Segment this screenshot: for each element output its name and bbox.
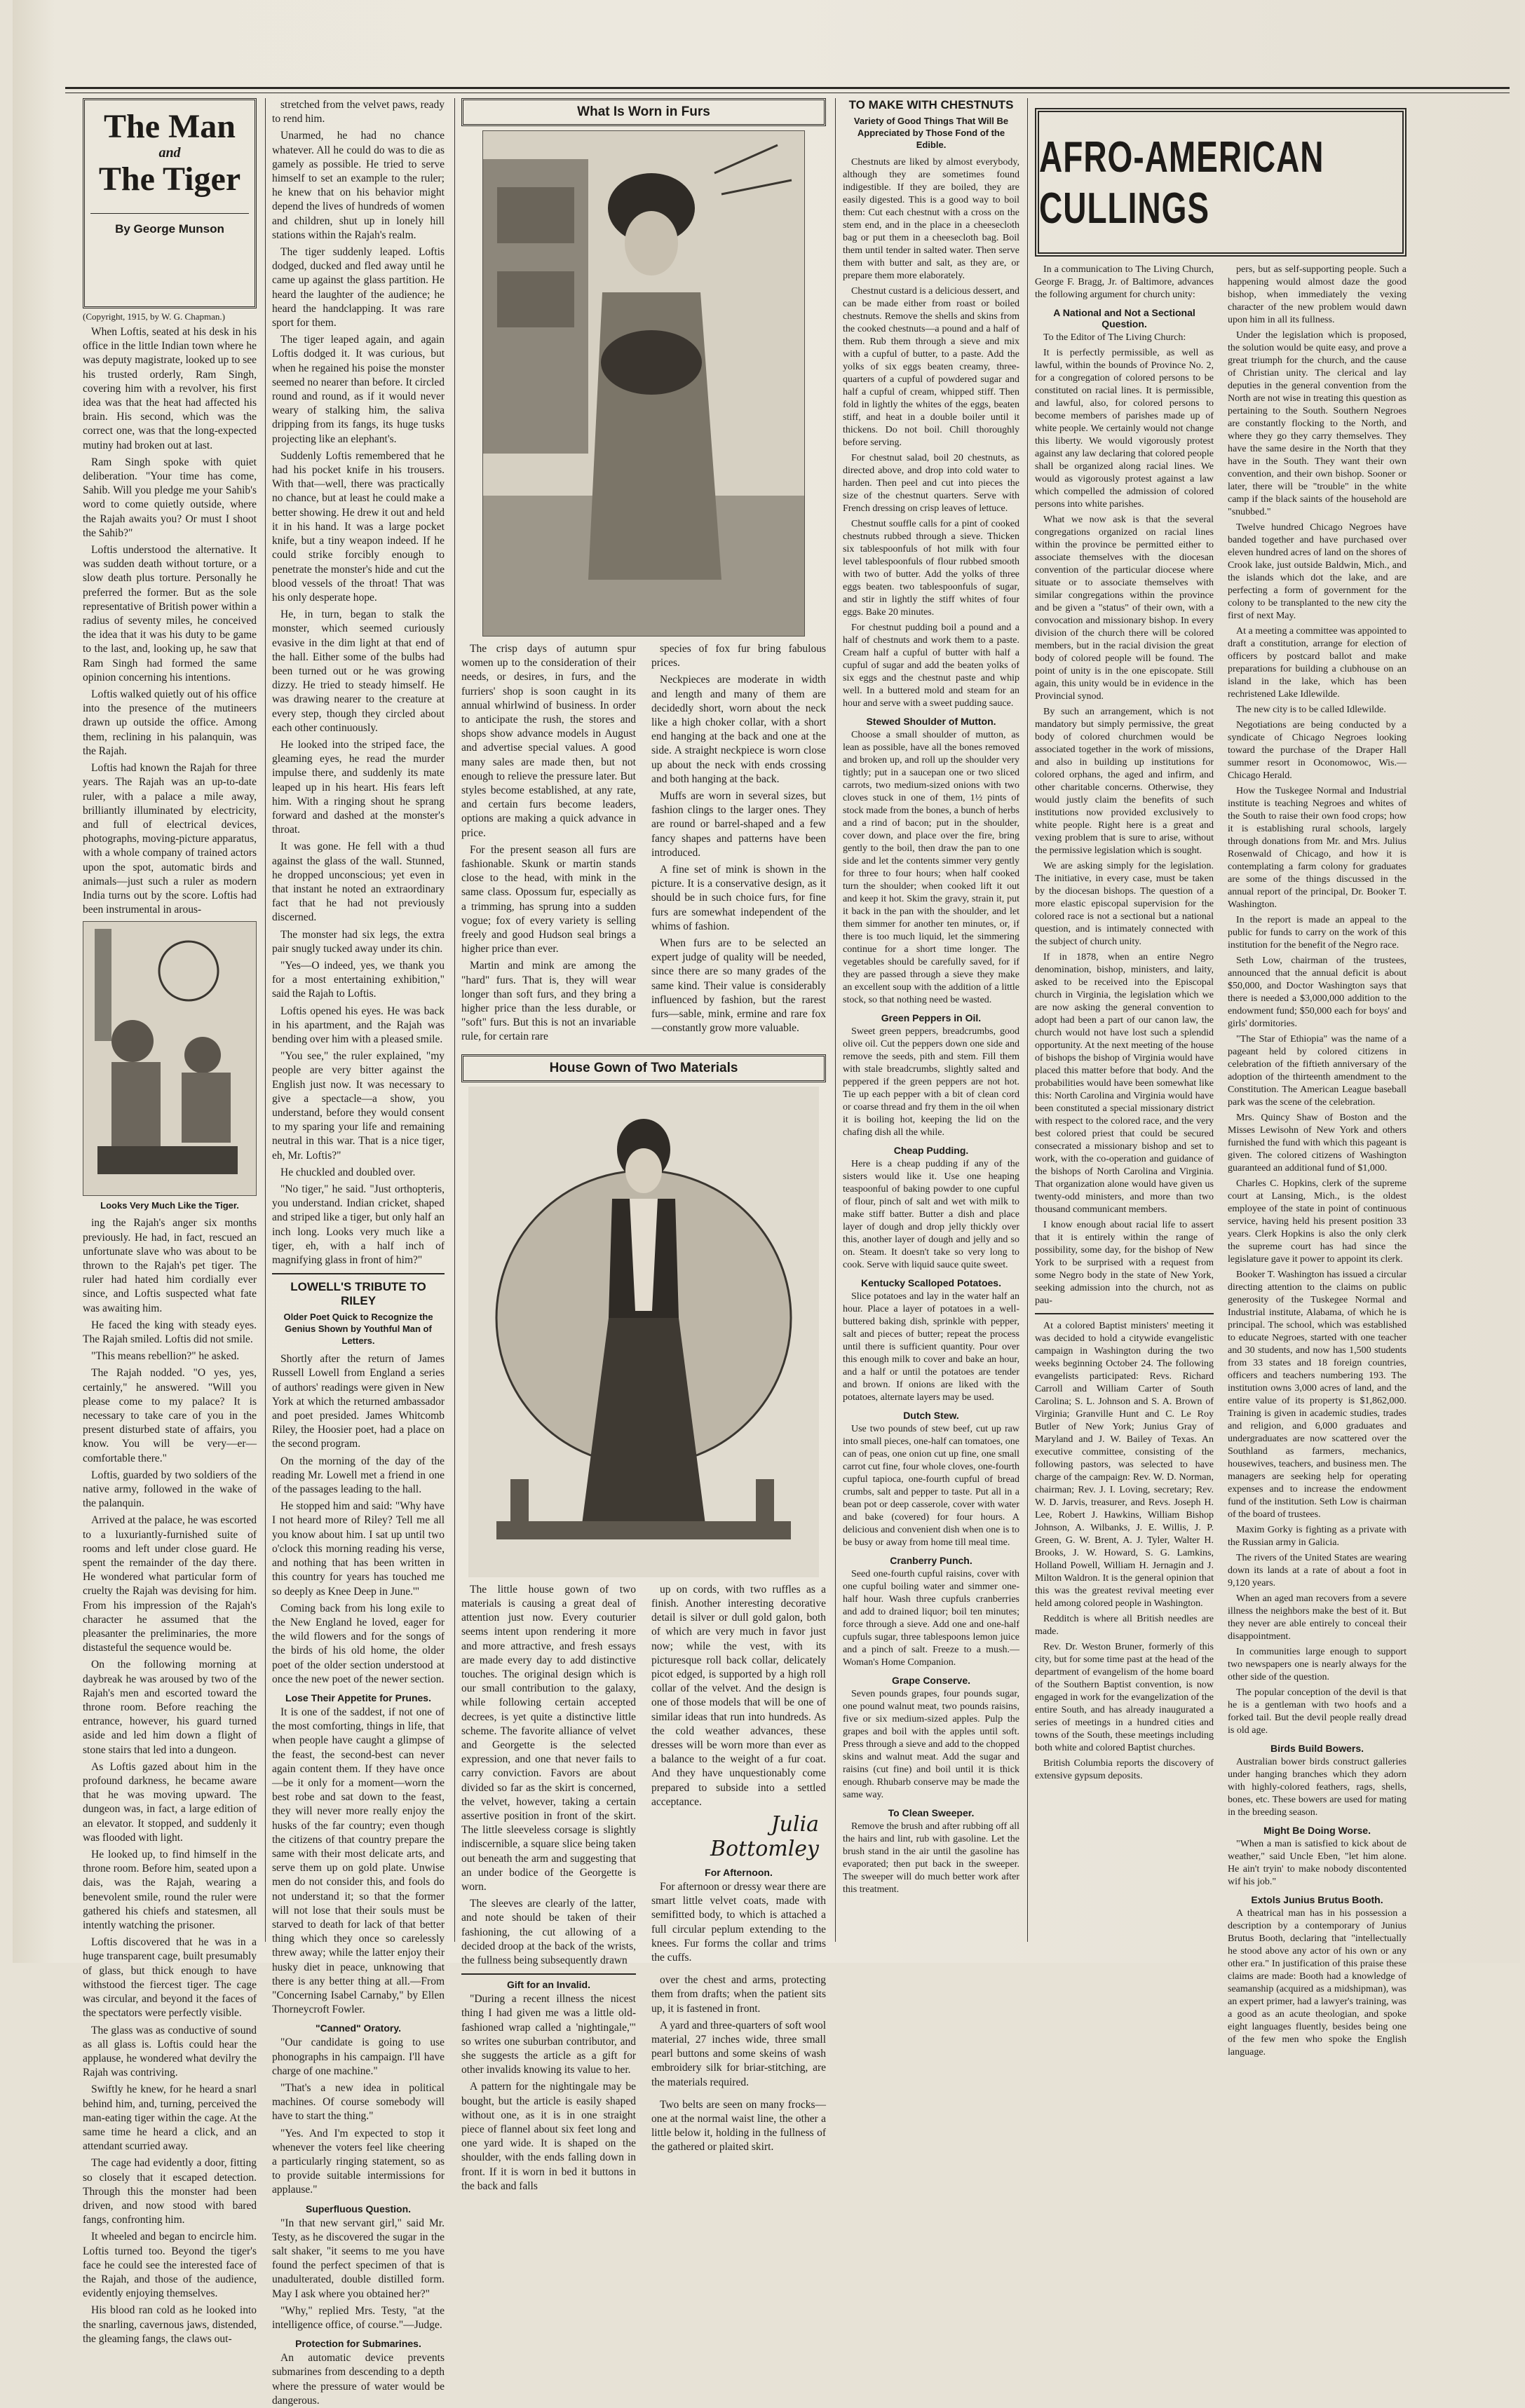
article-paragraph: Under the legislation which is proposed, the solution would be quite easy, and prove a great triumph for the church, and the cause of Christian unity. The clerical and lay deputies in the general convention from the North are not wise in treating this question as pertaining to the South. Southern Negroes are constantly flocking to the North, and where they go they carry themselves. They have the same desire in the North that they have in the South. They want their own convention, and their own bishop. Sooner or later, there will be "trouble" in the white camp if the black saints of the household are "snubbed.": [1228, 330, 1407, 517]
story-paragraph: He faced the king with steady eyes. The Rajah smiled. Loftis did not smile.: [83, 1319, 257, 1345]
article-paragraph: "Yes. And I'm expected to stop it whenever the voters feel like cheering a particularly ringing statement, so as to provide suitable intermissions for applause.": [272, 2127, 445, 2196]
story-paragraph: His blood ran cold as he looked into the snarling, cavernous jaws, distended, the gleaming fangs, the claws out-: [83, 2304, 257, 2345]
story-paragraph: The tiger leaped again, and again Loftis dodged it. It was curious, but when he regained his poise the monster seemed no nearer than before. It circled round and round, as if it would never weary of stalking him, the saliva dripping from its fangs, its huge tusks projecting like an elephant's.: [272, 334, 445, 445]
tiger-story-illustration: [83, 921, 257, 1196]
furs-text-right: [651, 642, 826, 1047]
story-paragraph: "No tiger," he said. "Just orthopteris, you understand. Indian cricket, shaped and striped like a tiger, but only half an inch long. Looks very much like a tiger, eh, with a half inch of magnifying glass in front of him?": [272, 1183, 445, 1267]
doing-worse-headline: Might Be Doing Worse.: [1263, 1825, 1371, 1836]
article-paragraph: "In that new servant girl," said Mr. Testy, as he discovered the sugar in the salt shaker, "it seems to me you have found the perfect specimen of that is unadulterated, double distilled form. May I ask where you obtained her?": [272, 2217, 445, 2300]
article-paragraph: The rivers of the United States are wearing down its lands at a rate of about a foot in 9,120 years.: [1228, 1553, 1407, 1589]
cullings-left: [1035, 264, 1214, 2062]
article-paragraph: Australian bower birds construct galleries under hanging branches which they adorn with highly-colored feathers, rags, shells, bones, etc. These bowers are used for mating in the breeding season.: [1228, 1757, 1407, 1818]
article-paragraph: up on cords, with two ruffles as a finish. Another interesting decorative detail is silver or dull gold galon, both of which are very much in favor just now; while the vest, with its picturesque roll back collar, delicately picot edged, is supported by a high roll collar of the velvet. And the design is one of those models that will be one of similar ideas that run into hundreds. As the cold weather advances, these dresses will be worn more than ever as a balance to the weight of a fur coat. And they have unquestionably come prepared to subside into a settled acceptance.: [651, 1583, 826, 1808]
fashion-column: [461, 98, 826, 2192]
article-paragraph: "That's a new idea in political machines. Of course somebody will have to start the thing.": [272, 2082, 445, 2123]
article-paragraph: The popular conception of the devil is that he is a gentleman with two hoofs and a forked tail. But the devil people really dread is old age.: [1228, 1687, 1407, 1736]
article-paragraph: By such an arrangement, which is not mandatory but simply permissive, the great body of colored churchmen would be associated together in the work of missions, and also in building up institutions for colored orphans, the aged and infirm, and other charitable concerns. Otherwise, they would justly claim the benefits of such institutions now provided exclusively to white people. Right here is a great and vexing problem that is sure to arise, without the permissive legislation which is sought.: [1035, 707, 1214, 856]
mutton-headline: Stewed Shoulder of Mutton.: [866, 716, 996, 727]
article-paragraph: An automatic device prevents submarines from descending to a depth where the pressure of water would be dangerous.: [272, 2352, 445, 2407]
recipe-paragraph: Here is a cheap pudding if any of the sisters would like it. Use one heaping teaspoonful of baking powder to one cupful of flour, pinch of salt and wet with milk to make stiff batter. Butter a dish and place layer of dough and drop jelly thickly over this, another layer of dough and jelly and so on. Steam. It doesn't take so very long to cook. Serve with liquid sauce quite sweet.: [843, 1159, 1019, 1270]
column-divider: [1027, 98, 1028, 1942]
furs-title: What Is Worn in Furs: [461, 98, 826, 126]
recipe-paragraph: Chestnut custard is a delicious dessert, and can be made either from roast or boiled chestnuts. Remove the shells and skins from the cooked chestnuts—a pound and a half of them. Rub them through a sieve and mix with a cupful of butter, to a paste. Add the yolks of six eggs beaten creamy, three-quarters of a cupful of powdered sugar and half a cupful of cream, whipped stiff. Then fold in lightly the whites of the eggs, beaten stiff, and heat in a double boiler until it thickens. Do not boil. Chill thoroughly before serving.: [843, 286, 1019, 448]
story-paragraph: Loftis walked quietly out of his office into the presence of the mutineers drawn up outside the office. Among them, reclining in his palanquin, was the Rajah.: [83, 688, 257, 757]
gown-text-left: [461, 1583, 636, 2196]
story-paragraph: Swiftly he knew, for he heard a snarl behind him, and, turning, perceived the man-eating tiger within the cage. At the same time he heard a click, and an attendant scurried away.: [83, 2083, 257, 2153]
article-paragraph: The little house gown of two materials is causing a great deal of attention just now. Every couturier seems intent upon rendering it more and more attractive, and fresh essays are made every day to add distinctive touches. The original design which is our small contribution to the galaxy, while following certain accepted decrees, is yet quite a distinctive little scheme. The favorite alliance of velvet and Georgette is the selected expression, and one that never fails to carry conviction. Favors are about divided so far as the skirt is concerned, the velvet, however, taking a certain assertive position in front of the skirt. The little sleeveless corsage is slightly indiscernible, a square slice being taken out beneath the arm and suggesting that an under bodice of the Georgette is worn.: [461, 1583, 636, 1893]
article-paragraph: Redditch is where all British needles are made.: [1035, 1614, 1214, 1637]
sweeper-headline: To Clean Sweeper.: [888, 1807, 975, 1818]
afternoon-headline: For Afternoon.: [705, 1866, 773, 1878]
story-paragraph: The glass was as conductive of sound as all glass is. Loftis could hear the applause, he wondered what devilry the Rajah was contriving.: [83, 2024, 257, 2079]
column-divider: [454, 98, 455, 1942]
article-paragraph: What we now ask is that the several congregations organized on racial lines within the province be permitted either to associate themselves with the diocesan convention of the particular diocese where situate or to associate themselves with similar congregations within the province and be given a "status" of their own, with a convocation and missionary bishop. In every division of the church there will be colored members, but in the racial division the great body of colored people will be found. The point of unity is in the one episcopate. Still again, this unity would be in evidence in the Provincial synod.: [1035, 515, 1214, 702]
recipe-paragraph: For chestnut pudding boil a pound and a half of chestnuts and work them to a paste. Cream half a cupful of butter with half a cupful of sugar and add the beaten yolks of six eggs and the chestnut paste and whip well. In a buttered mold and steam for an hour and serve with a sweet pudding sauce.: [843, 623, 1019, 709]
article-paragraph: In communities large enough to support two newspapers one is nearly always for the other side of the question.: [1228, 1647, 1407, 1682]
story-paragraph: On the following morning at daybreak he was aroused by two of the Rajah's men and escorted toward the throne room. Before reaching the entrance, however, his guard turned aside and led him down a flight of stone stairs that led into a dungeon.: [83, 1659, 257, 1756]
top-rule: [65, 87, 1510, 89]
story-title-line1: The Man: [103, 108, 236, 145]
recipe-paragraph: Seven pounds grapes, four pounds sugar, one pound walnut meat, two pounds raisins, five or six medium-sized apples. Pulp the grapes and boil with the apples until soft. Press through a sieve and add to the chopped skins and walnut meat. Add the sugar and raisins (cut fine) and boil until it is thick enough. Rhubarb conserve may be made the same way.: [843, 1689, 1019, 1800]
furs-drawing: [483, 131, 804, 636]
lowell-subhead: Older Poet Quick to Recognize the Genius Shown by Youthful Man of Letters.: [283, 1312, 433, 1347]
article-paragraph: For the present season all furs are fashionable. Skunk or martin stands close to the head, with mink in the same class. Opossum fur, especially as a trimming, has sprung into a sudden vogue; fox of every variety is selling freely and good Hudson seal brings a higher price than ever.: [461, 843, 636, 955]
church-unity-headline: A National and Not a Sectional Question.: [1053, 307, 1195, 329]
story-paragraph: "You see," the ruler explained, "my people are very bitter against the English just now. It was necessary to give a spectacle—a show, you understand, before they would consent to my sparing your life and remaining neutral in this war. That is a nice tiger, eh, Mr. Loftis?": [272, 1050, 445, 1162]
story-paragraph: When Loftis, seated at his desk in his office in the little Indian town where he was deputy magistrate, looked up to see his trusted orderly, Ram Singh, covering him with a revolver, his first idea was that the heat had affected his brain. His second, which was the correct one, was that the long-expected mutiny had broken out at last.: [83, 326, 257, 451]
article-paragraph: To the Editor of The Living Church:: [1043, 332, 1186, 343]
article-paragraph: At a colored Baptist ministers' meeting it was decided to hold a citywide evangelistic campaign in Washington during the two weeks beginning October 24. The following evangelists participated: Revs. Richard Carroll and William Carter of South Carolina; S. L. Johnson and S. A. Brown of Virginia; Granville Hunt and C. Le Roy Butler of New York; Junius Gray of Maryland and J. W. Bailey of Texas. An executive committee, consisting of the following pastors, was selected to have charge of the campaign: Rev. W. D. Norman, chairman; Rev. J. I. Loving, secretary; Rev. W. D. Jarvis, treasurer, and Revs. Joseph H. Lee, Robert J. Hawkins, William Bishop Johnson, A. Wilbanks, J. E. Willis, J. P. Green, G. W. Brent, A. J. Tyler, Walter H. Brooks, J. W. Howard, S. G. Lamkins, Holland Powell, William H. Jernagin and J. Milton Waldron. It is the general opinion that this was the greatest revival meeting ever held among colored people in Washington.: [1035, 1321, 1214, 1609]
story-paragraph: The cage had evidently a door, fitting so closely that it escaped detection. Through this the monster had been driven, and now stood with bared fangs, confronting him.: [83, 2157, 257, 2226]
story-paragraph: He looked into the striped face, the gleaming eyes, he read the murder impulse there, and suddenly its mate leaped up in his heart. His fears left him. With a ringing shout he sprang forward and dashed at the monster's throat.: [272, 738, 445, 836]
furs-text-left: [461, 642, 636, 1047]
chestnuts-subhead: Variety of Good Things That Will Be Appreciated by Those Fond of the Edible.: [853, 116, 1009, 150]
recipe-paragraph: Remove the brush and after rubbing off all the hairs and lint, rub with gasoline. Let the brush stand in the air until the gasoline has evaporated; then put back in the sweeper. The sweeper will do much better work after this treatment.: [843, 1821, 1019, 1895]
article-paragraph: It is perfectly permissible, as well as lawful, within the bounds of Province No. 2, for a congregation of colored persons to be constituted on racial lines. It is permissible, and lawful, also, for colored persons to become members of parishes made up of white people. We certainly would not change this liberty. We would vigorously protest against any law declaring that colored people shall be organized along racial lines. We would as vigorously protest against a law which compelled the admission of colored persons into white parishes.: [1035, 348, 1214, 510]
bower-birds-headline: Birds Build Bowers.: [1270, 1743, 1364, 1754]
article-paragraph: It is one of the saddest, if not one of the most comforting, things in life, that when people have caught a glimpse of the feast, the second-best can never again content them. If they have once—be it only for a moment—worn the best robe and sat down to the feast, they will never more really enjoy the husks of the far country; even though the citizens of that country prepare the same with their most delicate arts, and serve them up on gold plate. Unwise men do not consider this, and fools do not understand it; so that the former will not lose that their souls must be starved to death for lack of that better thing which they once so carelessly threw away; while the latter enjoy their husky diet in peace, unknowing that there is any better thing at all.—From "Concerning Isabel Carnaby," by Ellen Thorneycroft Fowler.: [272, 1706, 445, 2016]
story-paragraph: Unarmed, he had no chance whatever. All he could do was to die as gamely as possible. He tried to serve himself to set an example to the ruler; he knew that on his behavior might depend the lives of hundreds of women and children, shut up in lonely hill stations within the Rajah's realm.: [272, 130, 445, 241]
stew-headline: Dutch Stew.: [903, 1410, 959, 1421]
column-2: [272, 98, 445, 2407]
column-divider: [835, 98, 836, 1942]
story-paragraph: stretched from the velvet paws, ready to rend him.: [272, 99, 445, 125]
recipe-paragraph: Choose a small shoulder of mutton, as lean as possible, have all the bones removed and broken up, and roll up the shoulder very tightly; put in a saucepan one or two sliced carrots, two medium-sized onions with two cloves stuck in one of them, 1½ pints of stock made from the bones, a bunch of herbs and a rind of bacon; put in the shoulder, cover down, and place over the fire, bring gently to the boil, then draw the pan to one side and let the contents simmer very gently for three to four hours; when half cooked turn the shoulder; when cooked lift it out and keep it hot. Skim the gravy, strain it, put it back in the pan with the shoulder, and let them simmer for another ten minutes, or, if there is too much liquid, let the simmering continue for a short time longer. The vegetables should be carefully saved, for if they are passed through a sieve they make an excellent soup with the addition of a little stock, so that nothing need be wasted.: [843, 730, 1019, 1005]
gown-title: House Gown of Two Materials: [461, 1054, 826, 1082]
article-paragraph: Two belts are seen on many frocks—one at the normal waist line, the other a little below it, holding in the fullness of the gathered or plaited skirt.: [651, 2098, 826, 2154]
story-paragraph: Loftis, guarded by two soldiers of the native army, followed in the wake of the palanquin.: [83, 1469, 257, 1510]
story-title-and: and: [158, 145, 181, 161]
article-paragraph: "When a man is satisfied to kick about de weather," said Uncle Eben, "let him alone. He ain't tryin' to make nobody discontented wif his job.": [1228, 1839, 1407, 1887]
article-paragraph: Charles C. Hopkins, clerk of the supreme court at Lansing, Mich., is the oldest employee of the state in point of continuous service, having held his present position 33 years. Clerk Hopkins is also the only clerk the supreme court has had since the legislature gave it power to appoint its clerk.: [1228, 1178, 1407, 1265]
article-paragraph: When an aged man recovers from a severe illness the neighbors make the best of it. But they never are able entirely to conceal their disappointment.: [1228, 1593, 1407, 1642]
gown-drawing: [468, 1087, 819, 1577]
recipes-column: [843, 98, 1019, 1949]
article-paragraph: In the report is made an appeal to the public for funds to carry on the work of this institution for the benefit of the Negro race.: [1228, 915, 1407, 951]
column-divider: [265, 98, 266, 1942]
article-paragraph: The crisp days of autumn spur women up to the consideration of their needs, or desires, in furs, and the furriers' shop is soon caught in its annual whirlwind of business. In order to anticipate the rush, the stores and shops show advance models in August and advertise special values. A good many sales are made then, but not enough to relieve the pressure later. But styles become established, at any rate, and certain furs become leaders, options are making a quick advance in price.: [461, 643, 636, 839]
column-1: [83, 98, 257, 2345]
story-paragraph: He, in turn, began to stalk the monster, which seemed curiously evasive in the dim light at that end of the hall. Either some of the bulbs had been turned out or he was growing dizzy. He tried to steady himself. He was drawing nearer to the creature at every step, though they circled about each other continuously.: [272, 608, 445, 734]
article-paragraph: For afternoon or dressy wear there are smart little velvet coats, made with semifitted body, to which is attached a full circular peplum extending to the knees. Fur forms the collar and trims the cuffs.: [651, 1880, 826, 1964]
article-paragraph: Rev. Dr. Weston Bruner, formerly of this city, but for some time past at the head of the department of evangelism of the home board of the Southern Baptist convention, is now engaged in work for the evangelization of the entire South, and has already inaugurated a series of meetings in a hundred cities and towns of the South, these meetings including both white and colored Baptist churches.: [1035, 1642, 1214, 1753]
article-paragraph: He stopped him and said: "Why have I not heard more of Riley? Tell me all you know about him. I sat up until two o'clock this morning reading his verse, and nothing that has been written in this country for years has touched me so deeply as Knee Deep in June.'": [272, 1500, 445, 1598]
story-paragraph: The Rajah nodded. "O yes, yes, certainly," he answered. "Will you please come to my palace? It is necessary to take care of you in the present disturbed state of affairs, you know. You will be very—er—comfortable there.": [83, 1367, 257, 1464]
article-paragraph: "During a recent illness the nicest thing I had given me was a little old-fashioned wrap called a 'nightingale,'" so writes one suburban contributor, and she suggests the article as a gift for other invalids knowing its value to her.: [461, 1993, 636, 2076]
furs-illustration: [482, 130, 805, 637]
story-paragraph: Ram Singh spoke with quiet deliberation. "Your time has come, Sahib. Will you pledge me your Sahib's word to come quietly outside, where the Rajah awaits you? Or must I shoot the Sahib?": [83, 456, 257, 539]
article-paragraph: Muffs are worn in several sizes, but fashion clings to the larger ones. They are round or barrel-shaped and a few fancy shapes and patterns have been introduced.: [651, 790, 826, 859]
gown-text-right: [651, 1583, 826, 2196]
article-paragraph: "Why," replied Mrs. Testy, "at the intelligence office, of course."—Judge.: [272, 2304, 445, 2332]
story-title-line2: The Tiger: [98, 161, 241, 198]
story-paragraph: As Loftis gazed about him in the profound darkness, he became aware that he was moving upward. The dungeon was, in fact, a large edition of an elevator. It stopped, and suddenly it was flooded with light.: [83, 1760, 257, 1844]
article-paragraph: Seth Low, chairman of the trustees, announced that the annual deficit is about $50,000, and Doctor Washington says that there is needed a $3,000,000 addition to the endowment fund; $50,000 each for boys' and girls' dormitories.: [1228, 955, 1407, 1029]
article-paragraph: A fine set of mink is shown in the picture. It is a conservative design, as it should be in such choice furs, for fine furs are somewhat independent of the whims of fashion.: [651, 864, 826, 932]
article-paragraph: The sleeves are clearly of the latter, and note should be taken of their fashioning, the cut allowing of a decided droop at the back of the wrists, the fullness being subsequently drawn: [461, 1898, 636, 1966]
furs-text: [461, 642, 826, 1047]
cullings-title: AFRO-AMERICAN CULLINGS: [1039, 132, 1324, 233]
story-paragraph: The tiger suddenly leaped. Loftis dodged, ducked and fled away until he came up against the glass partition. He heard the laughter of the audience; he heard the handclapping. It was rare sport for them.: [272, 246, 445, 329]
newspaper-page: [13, 0, 1520, 2407]
story-paragraph: It was gone. He fell with a thud against the glass of the wall. Stunned, he dropped unconscious; yet even in that instant he noted an extraordinary fact that he had not previously discerned.: [272, 841, 445, 924]
booth-headline: Extols Junius Brutus Booth.: [1251, 1894, 1383, 1905]
article-paragraph: A yard and three-quarters of soft wool material, 27 inches wide, three small pearl buttons and some skeins of wash embroidery silk for briar-stitching, are the materials required.: [651, 2019, 826, 2088]
story-paragraph: Loftis opened his eyes. He was back in his apartment, and the Rajah was bending over him with a pleased smile.: [272, 1005, 445, 1045]
recipe-paragraph: Seed one-fourth cupful raisins, cover with one cupful boiling water and simmer one-half hour. Wash three cupfuls cranberries and add to drained liquor; boil ten minutes; force through a sieve. Add one and one-half cupfuls sugar, three tablespoons lemon juice and a pinch of salt. Freeze to a mush.—Woman's Home Companion.: [843, 1569, 1019, 1668]
article-paragraph: A pattern for the nightingale may be bought, but the article is easily shaped without one, as it is in one straight piece of flannel about six feet long and one yard wide. It is shaped on the shoulder, with the ends falling down in front. If it is worn in bed it buttons in the back and falls: [461, 2081, 636, 2192]
article-paragraph: Martin and mink are among the "hard" furs. That is, they will wear longer than soft furs, and they bring a higher price than the less durable, or "soft" furs. But this is not an invariable rule, for certain rare: [461, 960, 636, 1043]
article-paragraph: I know enough about racial life to assert that it is entirely within the range of possibility, some day, for the bishop of New York to be surprised with a request from some Negro body in the state of New York, seeking admission into the church, not as pau-: [1035, 1220, 1214, 1306]
cullings-right: [1228, 264, 1407, 2062]
article-paragraph: Shortly after the return of James Russell Lowell from England a series of authors' readings were given in New York at which the returned ambassador and poet presided. James Whitcomb Riley, the Hoosier poet, had a place on the second program.: [272, 1353, 445, 1450]
story-paragraph: Loftis understood the alternative. It was sudden death without torture, or a slow death plus torture. Personally he preferred the former. But as the sole representative of British power within a radius of seventy miles, he conceived the idea that it was his duty to be game to the last, and, looking up, he saw that Ram Singh had formed the same opinion concerning his intentions.: [83, 544, 257, 683]
recipe-paragraph: Use two pounds of stew beef, cut up raw into small pieces, one-half can tomatoes, one can of peas, one onion cut up fine, one small carrot cut fine, four whole cloves, one-fourth cupful tapioca, one-fourth cupful of bread crumbs, salt and pepper to taste. Put all in a bean pot or deep casserole, cover with water and bake (covered) for four hours. A delicious and convenient dish when one is to be busy or away from home till meal time.: [843, 1424, 1019, 1548]
pudding-headline: Cheap Pudding.: [893, 1145, 969, 1156]
story-paragraph: Loftis discovered that he was in a huge transparent cage, built presumably of glass, but thick enough to have withstood the fiercest tiger. The cage was circular, and beyond it the faces of the spectators were perfectly visible.: [83, 1936, 257, 2020]
article-paragraph: How the Tuskegee Normal and Industrial institute is teaching Negroes and whites of the South to raise their own food crops; how it is establishing rural schools, largely through donations from Mr. and Mrs. Julius Rosenwald of Chicago, and how it is contemplating a farm colony for graduates are some of the things discussed in the annual report of the principal, Dr. Booker T. Washington.: [1228, 786, 1407, 910]
story-paragraph: "This means rebellion?" he asked.: [91, 1350, 240, 1363]
gown-illustration: [468, 1087, 819, 1577]
story-title-box: [83, 98, 257, 308]
article-paragraph: The new city is to be called Idlewilde.: [1236, 705, 1386, 715]
story-paragraph: Loftis had known the Rajah for three years. The Rajah was an up-to-date ruler, with a palace a mile away, brilliantly illuminated by electricity, and full of electrical devices, photographs, moving-picture apparatus, with a whole company of trained actors upon the spot, automatic birds and animals—just such a ruler as modern India turns out by the score. Loftis had been instrumental in arous-: [83, 762, 257, 916]
gift-headline: Gift for an Invalid.: [461, 1973, 636, 1990]
article-paragraph: over the chest and arms, protecting them from drafts; when the patient sits up, it is fastened in front.: [651, 1974, 826, 2015]
article-paragraph: If in 1878, when an entire Negro denomination, bishop, ministers, and laity, asked to be received into the Episcopal church in Virginia, the legislation which we are now asking the general convention to adopt had been a part of our canon law, the church would not have lost such a splendid opportunity. At the next meeting of the house of bishops the bishop of Virginia would have placed this matter before that body. And the probabilities would have been somewhat like this: North Carolina and Virginia would have been constituted a special missionary district with respect to the colored race, and the very best colored priest that could be secured consecrated a missionary bishop and set to work, with the co-operation and guidance of the bishops of North Carolina and Virginia. That organization alone would have given us twenty-odd ministers, and more than two thousand communicant members.: [1035, 952, 1214, 1215]
article-paragraph: At a meeting a committee was appointed to draft a constitution, arrange for election of officers by postcard ballot and make preparations for building a clubhouse on an island in the lake, which has been rechristened Lake Idlewilde.: [1228, 626, 1407, 700]
recipe-paragraph: For chestnut salad, boil 20 chestnuts, as directed above, and drop into cold water to harden. Then peel and cut into pieces the size of the chestnut quarters. Serve with French dressing on crisp leaves of lettuce.: [843, 453, 1019, 514]
story-paragraph: He chuckled and doubled over.: [280, 1166, 416, 1178]
story-paragraph: Suddenly Loftis remembered that he had his pocket knife in his trousers. With that—well, there was practically no chance, but at least he could make a better showing. He drew it out and held it in his hand. It was a large pocket knife, but a tiny weapon indeed. If he could strike forcibly enough to penetrate the monster's hide and cut the blood vessels of the throat! That was his only desperate hope.: [272, 449, 445, 604]
recipe-paragraph: Chestnut souffle calls for a pint of cooked chestnuts rubbed through a sieve. Thicken six tablespoonfuls of hot milk with four level tablespoonfuls of flour rubbed smooth with two of butter. Add the yolks of three eggs beaten. two tablespoonfuls of sugar, and stir in lightly the stiff whites of four eggs. Bake 20 minutes.: [843, 519, 1019, 618]
article-paragraph: When furs are to be selected an expert judge of quality will be needed, since there are so many grades of the same kind. Their value is considerably influenced by fashion, but the rarest furs—sable, mink, ermine and rare fox—constantly grow more valuable.: [651, 937, 826, 1035]
story-paragraph: The monster had six legs, the extra pair snugly tucked away under its chin.: [272, 928, 445, 955]
superfluous-headline: Superfluous Question.: [305, 2203, 412, 2215]
story-paragraph: It wheeled and began to encircle him. Loftis turned too. Beyond the tiger's face he could see the interested face of the Rajah, and those of the audience, evidently enjoying themselves.: [83, 2231, 257, 2300]
story-paragraph: "Yes—O indeed, yes, we thank you for a most entertaining exhibition," said the Rajah to Loftis.: [272, 959, 445, 1000]
illustration-drawing: [83, 922, 256, 1195]
recipe-paragraph: Sweet green peppers, breadcrumbs, good olive oil. Cut the peppers down one side and remove the seeds, pith and stem. Fill them with stale breadcrumbs, slightly salted and peppered if the green peppers are not hot. Tie up each pepper with a bit of clean cord or coarse thread and fry them in the oil when it is boiling hot, keeping the lid on the chafing dish all the while.: [843, 1026, 1019, 1138]
article-paragraph: Neckpieces are moderate in width and length and many of them are decidedly short, worn about the neck like a high choker collar, with a short end hanging at the back and one at the side. A straight neckpiece is worn close up about the neck with ends crossing and both hanging at the back.: [651, 674, 826, 785]
article-paragraph: We are asking simply for the legislation. The initiative, in every case, must be taken by the diocesan bishops. The question of a more elastic episcopal supervision for the colored race is not a sectional but a national question, and is intimately connected with the subject of church unity.: [1035, 861, 1214, 947]
copyright-line: (Copyright, 1915, by W. G. Chapman.): [83, 311, 225, 322]
lowell-headline: LOWELL'S TRIBUTE TO RILEY: [272, 1273, 445, 1308]
article-paragraph: Coming back from his long exile to the New England he loved, eager for the wild flowers and for the songs of the birds of his old home, the older poet of the older section understood at once the new poet of the newer section.: [272, 1602, 445, 1685]
article-paragraph: Mrs. Quincy Shaw of Boston and the Misses Lewisohn of New York and others furnished the fund with which this pageant is given. The colored citizens of Washington guaranteed an additional fund of $1,000.: [1228, 1113, 1407, 1174]
author-signature: Julia Bottomley: [710, 1811, 819, 1861]
cullings-text: [1035, 264, 1407, 2062]
article-paragraph: Negotiations are being conducted by a syndicate of Chicago Negroes looking toward the purchase of the Draper Hall summer resort in Oconomowoc, Wis.—Chicago Herald.: [1228, 720, 1407, 781]
article-paragraph: "The Star of Ethiopia" was the name of a pageant held by colored citizens in celebration of the fiftieth anniversary of the adoption of the thirteenth amendment to the Constitution. The American League baseball park was the scene of the celebration.: [1228, 1034, 1407, 1108]
illustration-caption: Looks Very Much Like the Tiger.: [100, 1200, 239, 1211]
peppers-headline: Green Peppers in Oil.: [881, 1012, 982, 1023]
submarines-headline: Protection for Submarines.: [295, 2338, 421, 2350]
canned-headline: "Canned" Oratory.: [316, 2022, 401, 2034]
prunes-headline: Lose Their Appetite for Prunes.: [285, 1692, 431, 1703]
article-paragraph: British Columbia reports the discovery of extensive gypsum deposits.: [1035, 1758, 1214, 1781]
punch-headline: Cranberry Punch.: [890, 1555, 972, 1566]
article-paragraph: "Our candidate is going to use phonographs in his campaign. I'll have charge of one machine.": [272, 2036, 445, 2077]
story-paragraph: He looked up, to find himself in the throne room. Before him, seated upon a dais, was the Rajah, wearing a benevolent smile, round the ruler were gathered his chiefs and statesmen, all intently watching the prisoner.: [83, 1849, 257, 1932]
recipe-paragraph: Chestnuts are liked by almost everybody, although they are sometimes found indigestible. If they are boiled, they are easily digested. This is a good way to boil them: Cut each chestnut with a cross on the stem end, and in the place in a cheesecloth bag or put them in a cheesecloth bag. Boil them until tender in salted water. Then serve them with butter and salt, as they are, or prepare them more elaborately.: [843, 157, 1019, 281]
cullings-title-box: [1035, 108, 1407, 257]
article-paragraph: species of fox fur bring fabulous prices.: [651, 643, 826, 669]
section-rule: [1035, 1313, 1214, 1314]
recipe-paragraph: Slice potatoes and lay in the water half an hour. Place a layer of potatoes in a well-buttered baking dish, sprinkle with pepper, salt and pieces of butter; repeat the process until there is sufficient quantity. Pour over this enough milk to cover and bake an hour, and a half or until the potatoes are tender and brown. If onions are liked with the potatoes, alternate layers may be used.: [843, 1291, 1019, 1403]
potatoes-headline: Kentucky Scalloped Potatoes.: [861, 1277, 1001, 1288]
article-paragraph: Maxim Gorky is fighting as a private with the Russian army in Galicia.: [1228, 1525, 1407, 1548]
article-paragraph: pers, but as self-supporting people. Such a happening would almost daze the good bishop, when immediately the vexing character of the new problem would dawn upon him in all its fullness.: [1228, 264, 1407, 325]
article-paragraph: Twelve hundred Chicago Negroes have banded together and have purchased over eleven hundred acres of land on the shores of Crook lake, just outside Baldwin, Mich., and the islands which dot the lake, and are perfecting a form of government for the colony to be transplanted to the new city the first of next May.: [1228, 522, 1407, 621]
story-paragraph: Arrived at the palace, he was escorted to a luxuriantly-furnished suite of rooms and left under close guard. He spent the remainder of the day there. He wondered what particular form of cruelty the Rajah was devising for him. From his impression of the Rajah's character he assumed that the pleasanter the preliminaries, the more distasteful the sequence would be.: [83, 1514, 257, 1654]
article-paragraph: A theatrical man has in his possession a description by a contemporary of Junius Brutus Booth, declaring that "intellectually he stood above any actor of his own or any other era." In justification of this praise these claims are made: Booth had a knowledge of seamanship (acquired as a midshipman), was an expert primer, had a lawyer's training, was a good as an acute theologian, and spoke eight languages fluently, besides being one of the few men who spoke the English language.: [1228, 1908, 1407, 2057]
chestnuts-headline: TO MAKE WITH CHESTNUTS: [848, 98, 1014, 111]
article-paragraph: In a communication to The Living Church, George F. Bragg, Jr. of Baltimore, advances the following argument for church unity:: [1035, 264, 1214, 300]
story-paragraph: ing the Rajah's anger six months previously. He had, in fact, rescued an unfortunate slave who was about to be thrown to the Rajah's pet tiger. The ruler had hated him cordially ever since, and Loftis suspected what fate was awaiting him.: [83, 1217, 257, 1314]
gown-text: [461, 1583, 826, 2196]
cullings-column: [1035, 98, 1407, 2057]
article-paragraph: On the morning of the day of the reading Mr. Lowell met a friend in one of the passages leading to the hall.: [272, 1455, 445, 1496]
grape-headline: Grape Conserve.: [891, 1675, 971, 1686]
article-paragraph: Booker T. Washington has issued a circular directing attention to the claims on public generosity of the Tuskegee Normal and Industrial institute, Alabama, of which he is principal. The school, which was established to educate Negroes, started with one teacher and 30 students, and now has 1,500 students from 33 states and 18 foreign countries, officers and teachers numbering 193. The institution owns 3,000 acres of land, and the entire value of its property is $1,862,000. Training is given in academic studies, trades and religion, and 6,000 graduates and undergraduates are now scattered over the Southland as farmers, mechanics, housewives, teachers, and business men. The managers are seeking help for operating expenses and to increase the endowment fund of the institution. Seth Low is chairman of the board of trustees.: [1228, 1270, 1407, 1520]
byline: By George Munson: [90, 213, 249, 236]
